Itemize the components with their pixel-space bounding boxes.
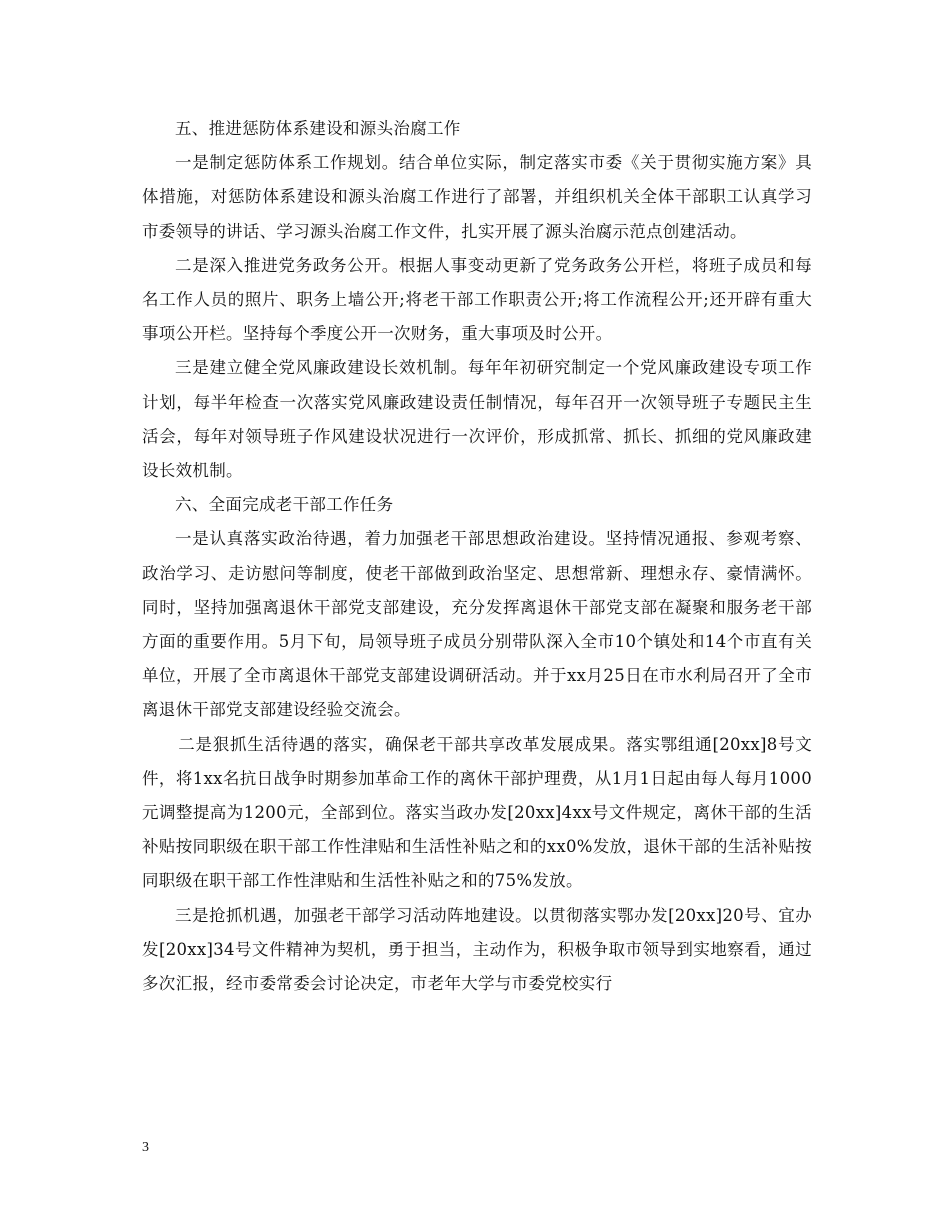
page-number: 3: [142, 1140, 149, 1155]
body-paragraph: 三是建立健全党风廉政建设长效机制。每年年初研究制定一个党风廉政建设专项工作计划，每半年检查一次落实党风廉政建设责任制情况，每年召开一次领导班子专题民主生活会，每年对领导班子作风建设状况进行一次评价，形成抓常、抓长、抓细的党风廉政建设长效机制。: [142, 358, 812, 481]
body-paragraph: 一是认真落实政治待遇，着力加强老干部思想政治建设。坚持情况通报、参观考察、政治学习、走访慰问等制度，使老干部做到政治坚定、思想常新、理想永存、豪情满怀。同时，坚持加强离退休干部党支部建设，充分发挥离退休干部党支部在凝聚和服务老干部方面的重要作用。5月下旬，局领导班子成员分别带队深入全市10个镇处和14个市直有关单位，开展了全市离退休干部党支部建设调研活动。并于xx月25日在市水利局召开了全市离退休干部党支部建设经验交流会。: [142, 529, 812, 720]
section-heading: 五、推进惩防体系建设和源头治腐工作: [175, 119, 461, 138]
document-body: [142, 112, 812, 1001]
body-paragraph: 二是狠抓生活待遇的落实，确保老干部共享改革发展成果。落实鄂组通[20xx]8号文件，将1xx名抗日战争时期参加革命工作的离休干部护理费，从1月1日起由每人每月1000元调整提高为1200元，全部到位。落实当政办发[20xx]4xx号文件规定，离休干部的生活补贴按同职级在职干部工作性津贴和生活性补贴之和的xx0%发放，退休干部的生活补贴按同职级在职干部工作性津贴和生活性补贴之和的75%发放。: [142, 734, 812, 891]
body-paragraph: 一是制定惩防体系工作规划。结合单位实际，制定落实市委《关于贯彻实施方案》具体措施，对惩防体系建设和源头治腐工作进行了部署，并组织机关全体干部职工认真学习市委领导的讲话、学习源头治腐工作文件，扎实开展了源头治腐示范点创建活动。: [142, 153, 812, 241]
body-paragraph: 三是抢抓机遇，加强老干部学习活动阵地建设。以贯彻落实鄂办发[20xx]20号、宜办发[20xx]34号文件精神为契机，勇于担当，主动作为，积极争取市领导到实地察看，通过多次汇报，经市委常委会讨论决定，市老年大学与市委党校实行: [142, 905, 812, 994]
section-heading: 六、全面完成老干部工作任务: [175, 495, 394, 515]
body-paragraph: 二是深入推进党务政务公开。根据人事变动更新了党务政务公开栏，将班子成员和每名工作人员的照片、职务上墙公开;将老干部工作职责公开;将工作流程公开;还开辟有重大事项公开栏。坚持每个季度公开一次财务，重大事项及时公开。: [142, 255, 812, 344]
